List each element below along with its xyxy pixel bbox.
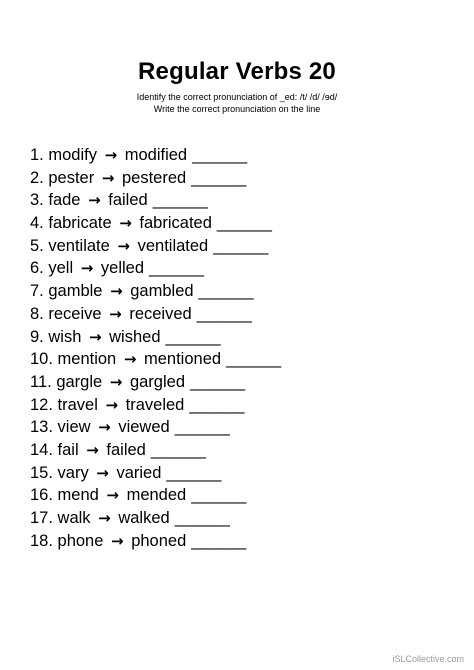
past-tense-verb: ventilated (137, 236, 209, 255)
arrow-right-icon: → (80, 259, 94, 278)
list-item (30, 303, 450, 326)
list-item (30, 394, 450, 417)
answer-blank: ______ (174, 418, 230, 437)
list-item (30, 416, 450, 439)
list-item (30, 280, 450, 303)
base-verb: mention (57, 350, 117, 369)
base-verb: yell (48, 259, 74, 278)
item-number: 17. (30, 509, 53, 527)
instruction-line-1: Identify the correct pronunciation of _ed: /t/ /d/ /ɘd/ (136, 92, 338, 102)
answer-blank: ______ (191, 168, 247, 187)
list-item (30, 462, 450, 485)
item-number: 2. (30, 168, 44, 187)
instruction-line-2: Write the correct pronunciation on the line (153, 104, 321, 114)
past-tense-verb: gambled (130, 282, 194, 301)
past-tense-verb: wished (109, 327, 161, 346)
arrow-right-icon: → (88, 327, 102, 346)
arrow-right-icon: → (86, 440, 99, 459)
list-item (30, 507, 450, 530)
arrow-right-icon: → (106, 486, 119, 505)
past-tense-verb: viewed (118, 418, 170, 437)
base-verb: travel (57, 395, 98, 414)
base-verb: receive (48, 304, 102, 323)
list-item (30, 326, 450, 349)
arrow-right-icon: → (109, 304, 122, 323)
past-tense-verb: phoned (131, 531, 187, 550)
arrow-right-icon: → (123, 350, 137, 369)
arrow-right-icon: → (88, 191, 101, 210)
arrow-right-icon: → (96, 463, 109, 482)
arrow-right-icon: → (98, 509, 111, 527)
base-verb: walk (57, 509, 91, 527)
list-item (30, 212, 450, 235)
past-tense-verb: fabricated (139, 214, 212, 233)
arrow-right-icon: → (111, 531, 124, 550)
base-verb: vary (57, 463, 89, 482)
item-number: 4. (30, 214, 44, 233)
base-verb: mend (57, 486, 99, 505)
answer-blank: ______ (152, 191, 208, 210)
answer-blank: ______ (196, 304, 252, 323)
answer-blank: ______ (174, 509, 230, 527)
base-verb: pester (48, 168, 95, 187)
answer-blank: ______ (165, 327, 221, 346)
base-verb: wish (48, 327, 82, 346)
answer-blank: ______ (213, 236, 269, 255)
arrow-right-icon: → (119, 214, 132, 233)
base-verb: phone (57, 531, 104, 550)
past-tense-verb: modified (124, 146, 188, 164)
answer-blank: ______ (190, 372, 246, 391)
past-tense-verb: received (129, 304, 192, 323)
watermark: iSLCollective.com (392, 654, 464, 664)
base-verb: modify (48, 146, 97, 164)
past-tense-verb: pestered (121, 168, 187, 187)
item-number: 13. (30, 418, 53, 437)
past-tense-verb: yelled (100, 259, 145, 278)
answer-blank: ______ (216, 214, 272, 233)
item-number: 14. (30, 440, 53, 459)
arrow-right-icon: → (98, 418, 111, 437)
base-verb: fail (57, 440, 79, 459)
item-number: 1. (30, 146, 44, 164)
item-number: 8. (30, 304, 44, 323)
item-number: 15. (30, 463, 53, 482)
answer-blank: ______ (191, 531, 247, 550)
past-tense-verb: mentioned (144, 350, 222, 369)
answer-blank: ______ (150, 440, 206, 459)
list-item (30, 257, 450, 280)
list-item (30, 530, 450, 553)
answer-blank: ______ (166, 463, 222, 482)
list-item (30, 348, 450, 371)
past-tense-verb: traveled (125, 395, 185, 414)
base-verb: fabricate (48, 214, 112, 233)
arrow-right-icon: → (109, 372, 123, 391)
list-item (30, 235, 450, 258)
base-verb: fade (48, 191, 81, 210)
arrow-right-icon: → (110, 282, 123, 301)
arrow-right-icon: → (101, 168, 115, 187)
list-item (30, 167, 450, 190)
answer-blank: ______ (226, 350, 282, 369)
list-item (30, 439, 450, 462)
past-tense-verb: walked (118, 509, 170, 527)
past-tense-verb: varied (116, 463, 162, 482)
answer-blank: ______ (192, 146, 248, 164)
past-tense-verb: failed (106, 440, 146, 459)
list-item (30, 484, 450, 507)
item-number: 16. (30, 486, 53, 505)
past-tense-verb: mended (126, 486, 187, 505)
base-verb: gamble (48, 282, 103, 301)
item-number: 6. (30, 259, 44, 278)
item-number: 3. (30, 191, 44, 210)
answer-blank: ______ (198, 282, 254, 301)
item-number: 10. (30, 350, 53, 369)
answer-blank: ______ (191, 486, 247, 505)
arrow-right-icon: → (117, 236, 130, 255)
item-number: 12. (30, 395, 53, 414)
item-number: 9. (30, 327, 44, 346)
past-tense-verb: gargled (129, 372, 185, 391)
item-number: 18. (30, 531, 53, 550)
item-number: 5. (30, 236, 44, 255)
list-item (30, 144, 450, 167)
item-number: 11. (30, 372, 52, 391)
item-number: 7. (30, 282, 44, 301)
worksheet-title: Regular Verbs 20 (138, 58, 336, 85)
list-item (30, 371, 450, 394)
base-verb: view (57, 418, 91, 437)
verb-list (30, 144, 450, 552)
arrow-right-icon: → (105, 395, 119, 414)
base-verb: gargle (56, 372, 103, 391)
past-tense-verb: failed (108, 191, 148, 210)
arrow-right-icon: → (104, 146, 118, 164)
answer-blank: ______ (189, 395, 245, 414)
list-item (30, 189, 450, 212)
base-verb: ventilate (48, 236, 110, 255)
answer-blank: ______ (149, 259, 205, 278)
